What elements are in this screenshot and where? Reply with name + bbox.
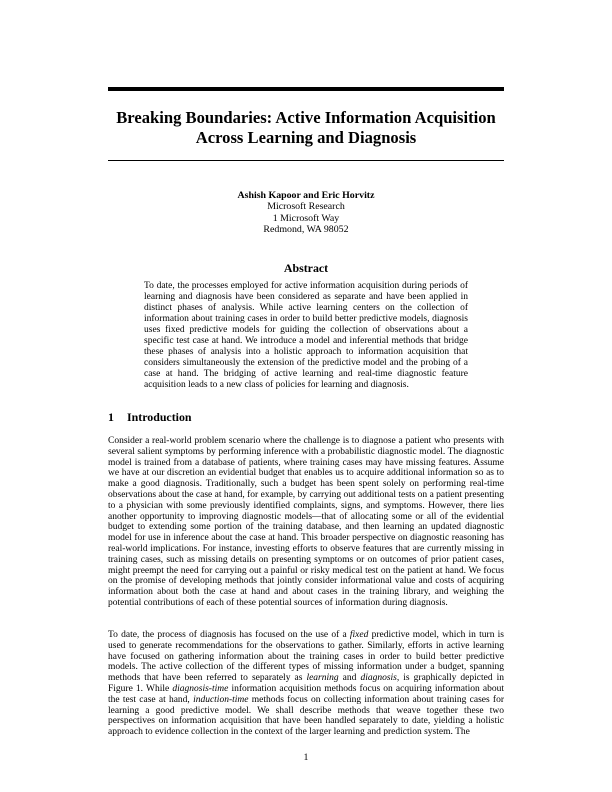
address-line-1: 1 Microsoft Way <box>272 212 340 224</box>
emphasis-learning: learning <box>306 673 339 684</box>
title-line-1: Breaking Boundaries: Active Information Acquisition <box>116 108 496 127</box>
emphasis-diagnosis: diagnosis <box>360 673 397 684</box>
intro-paragraph-2 <box>108 630 504 738</box>
section-number: 1 <box>108 410 114 424</box>
abstract-text: To date, the processes employed for active information acquisition during periods of learning and diagnosis have been considered as separate and have been applied in distinct phases of analysis. While active learning centers on the collection of information about training cases in order to build better predictive models, diagnosis uses fixed predictive models for guiding the collection of observations about a specific test case at hand. We introduce a model and inferential methods that bridge these phases of analysis into a holistic approach to information acquisition that considers simultaneously the extension of the predictive model and the probing of a case at hand. The bridging of active learning and real-time diagnostic feature acquisition leads to a new class of policies for learning and diagnosis. <box>144 281 468 390</box>
text-run: , is graphically depicted in Figure 1. While <box>108 673 505 694</box>
emphasis-induction-time: induction-time <box>193 694 249 705</box>
text-run: To date, the process of diagnosis has focused on the use of a <box>108 630 350 640</box>
paper-title <box>108 108 504 148</box>
section-title: Introduction <box>127 410 192 424</box>
address-line-2: Redmond, WA 98052 <box>263 224 349 236</box>
emphasis-diagnosis-time: diagnosis-time <box>172 683 229 694</box>
abstract-heading: Abstract <box>283 261 329 275</box>
text-run: methods focus on collecting information about training cases for learning a good predictive model. We shall describe methods that weave together these two perspectives on information acquisition that have been handled separately to date, yielding a holistic approach to evidence collection in the context of the larger learning and prediction system. The <box>108 694 505 738</box>
top-rule <box>108 87 504 91</box>
emphasis-fixed: fixed <box>349 630 369 640</box>
intro-paragraph-1: Consider a real-world problem scenario where the challenge is to diagnose a patient who presents with several salient symptoms by performing inference with a probabilistic diagnostic model. The diagnostic model is trained from a database of patients, where training cases may have missing features. Assume we have at our discretion an evidential budget that enables us to acquire additional information so as to make a good diagnosis. Traditionally, such a budget has been spent solely on performing real-time observations about the case at hand, for example, by carrying out additional tests on a patient presenting to a physician with some previously identified complaints, signs, and symptoms. However, there lies another opportunity to improving diagnostic models—that of allocating some or all of the evidential budget to extending some portion of the training database, and then learning an updated diagnostic model for use in inference about the case at hand. This broader perspective on diagnostic reasoning has real-world implications. For instance, investing efforts to observe features that are currently missing in training cases, such as missing details on presenting symptoms or on outcomes of prior patient cases, might preempt the need for carrying out a painful or risky medical test on the patient at hand. We focus on the promise of developing methods that jointly consider informational value and costs of acquiring information about both the case at hand and about cases in the training library, and weighing the potential contributions of each of these potential sources of information during diagnosis. <box>108 436 504 608</box>
affiliation: Microsoft Research <box>267 201 345 213</box>
section-heading <box>108 410 504 424</box>
title-rule <box>108 160 504 161</box>
text-run: and <box>338 673 361 684</box>
author-block <box>108 190 504 236</box>
text-run: information acquisition methods focus on acquiring information about the test case at hand, <box>108 683 504 705</box>
title-line-2: Across Learning and Diagnosis <box>195 128 417 147</box>
text-run: predictive model, which in turn is used to generate recommendations for the observations to gather. Similarly, efforts in active learning have focused on gathering information about the training cases in order to build better predictive models. The active collection of the different types of missing information under a budget, spanning methods that have been referred to separately as <box>108 630 504 684</box>
author-names: Ashish Kapoor and Eric Horvitz <box>237 190 375 201</box>
page-number: 1 <box>303 752 309 763</box>
